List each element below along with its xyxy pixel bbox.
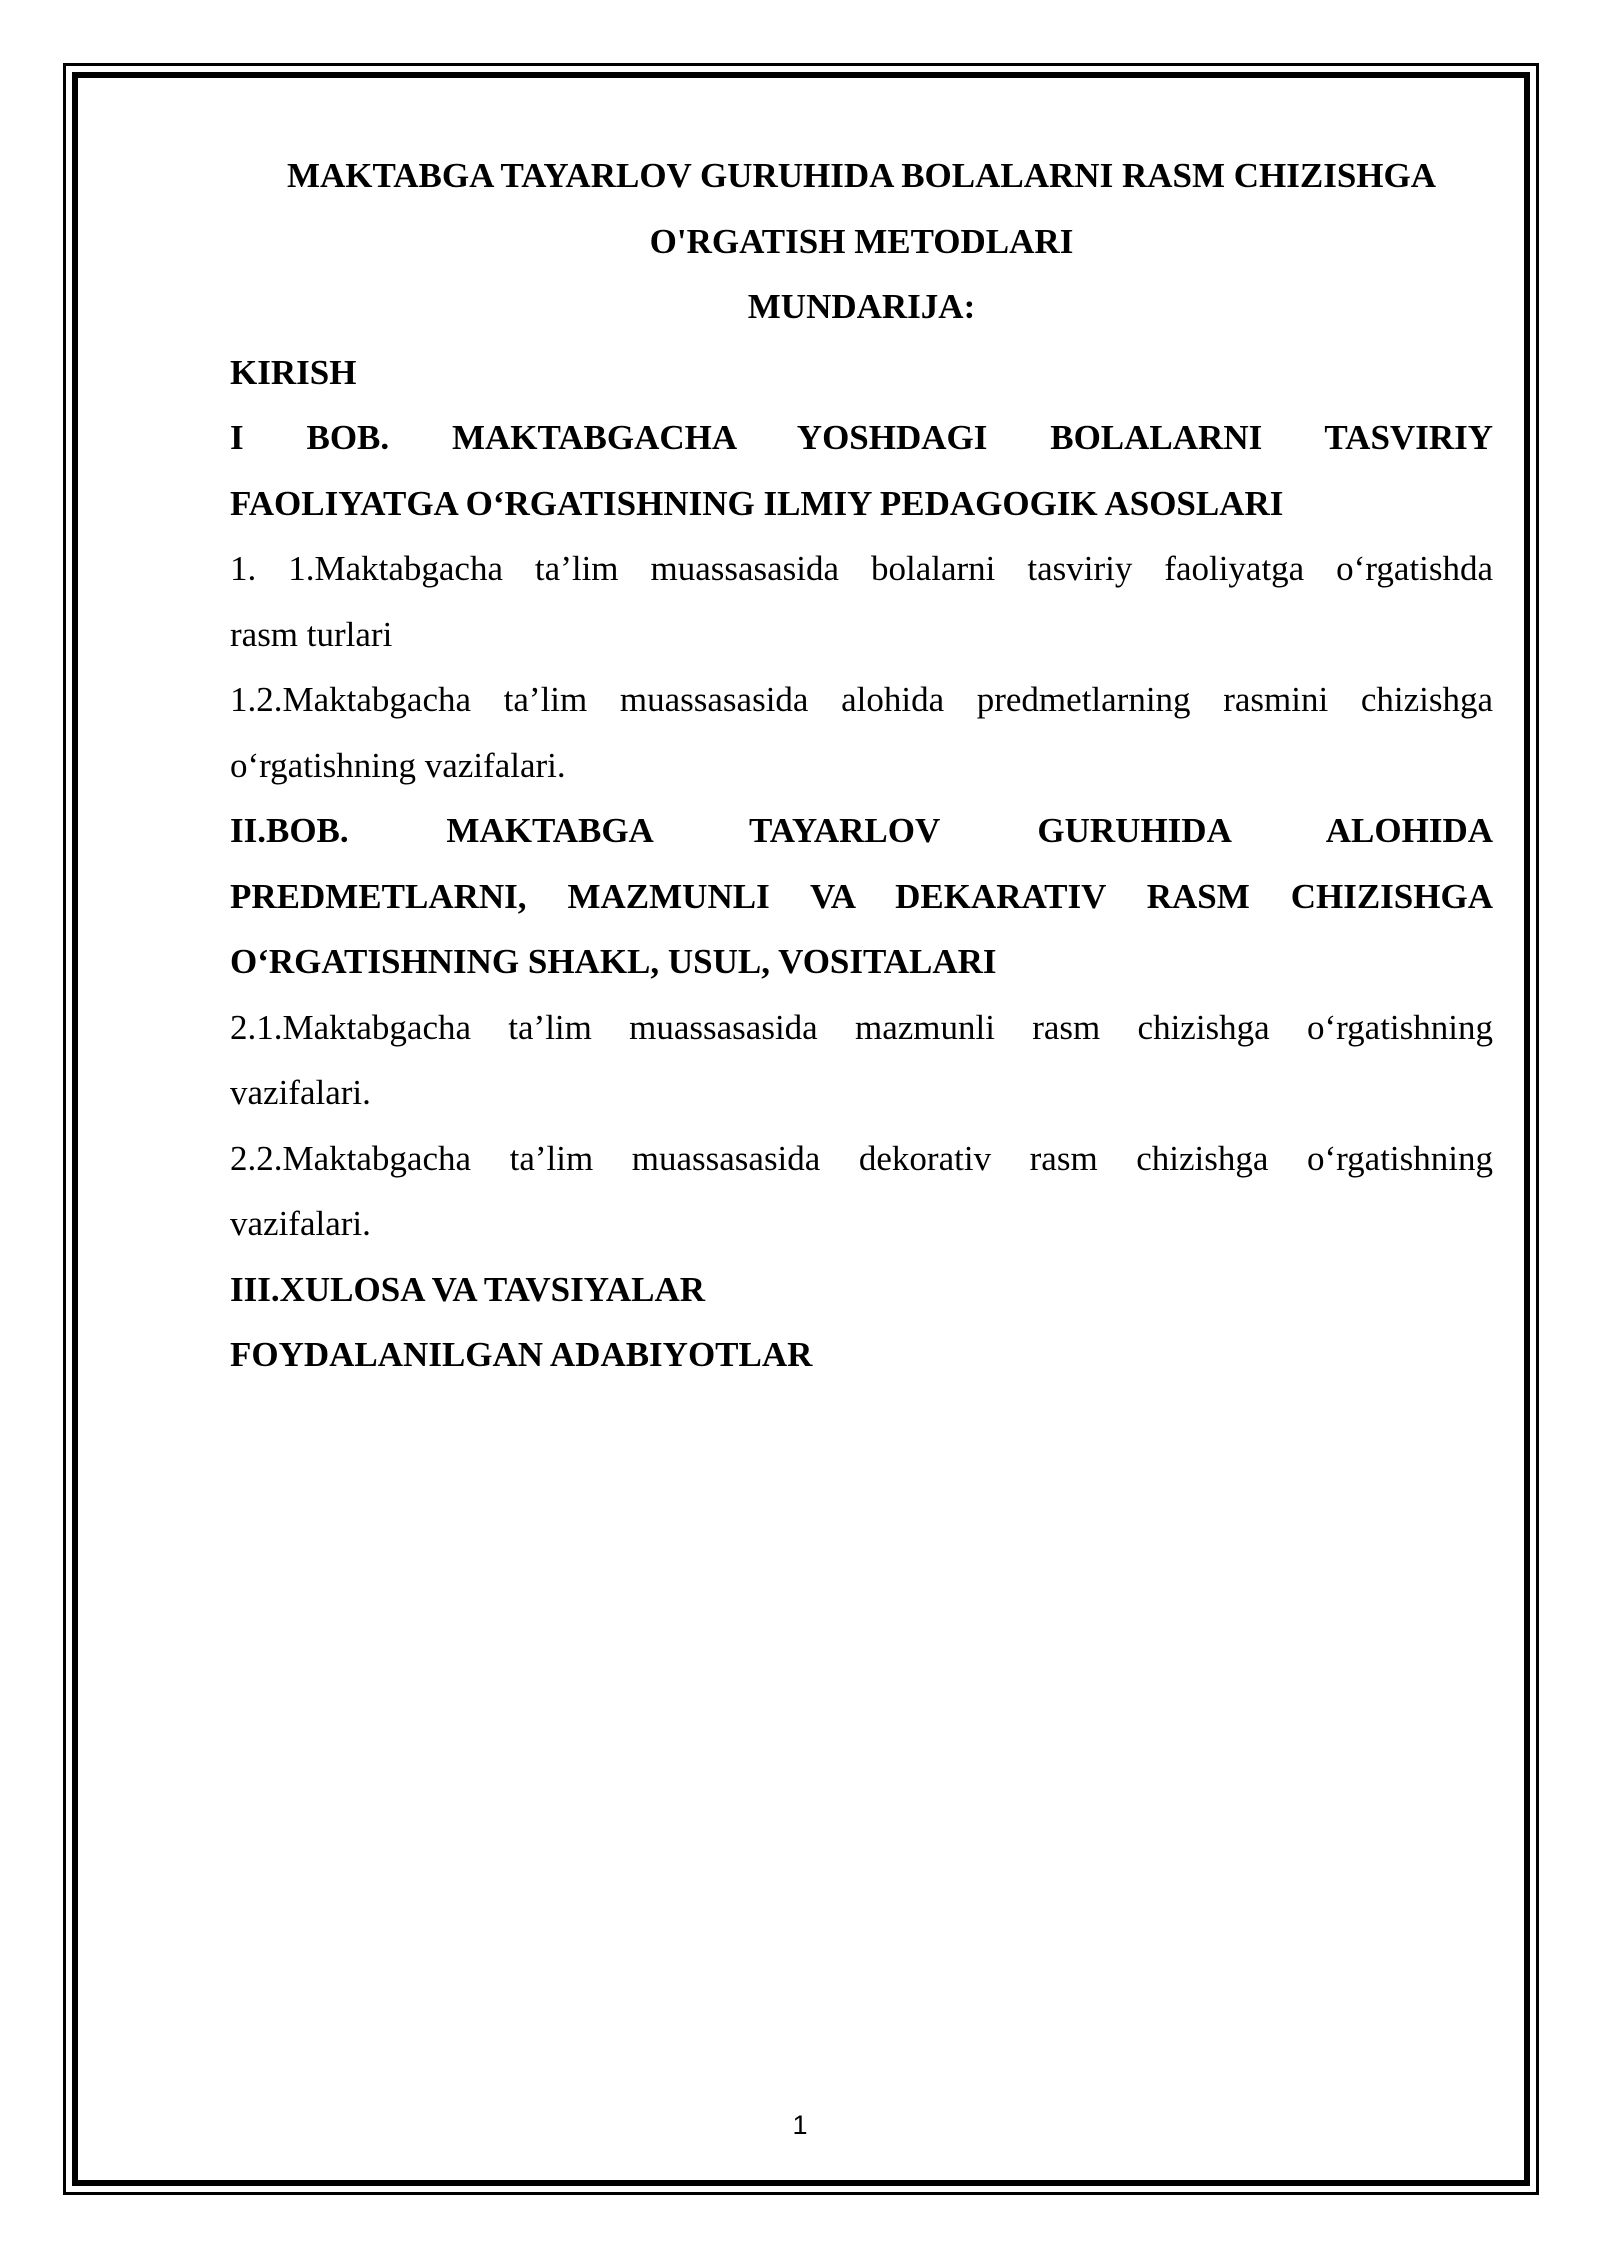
toc-entry-section-1-1-line-1: 1. 1.Maktabgacha ta’lim muassasasida bolalarni tasviriy faoliyatga o‘rgatishda bbox=[230, 549, 1493, 588]
document-title-line-1: MAKTABGA TAYARLOV GURUHIDA BOLALARNI RASM CHIZISHGA bbox=[286, 156, 1437, 195]
document-title-line-2: O'RGATISH METODLARI bbox=[649, 221, 1074, 261]
toc-entry-intro: KIRISH bbox=[230, 352, 357, 392]
toc-entry-references: FOYDALANILGAN ADABIYOTLAR bbox=[230, 1335, 813, 1374]
toc-entry-chapter-1-line-2: FAOLIYATGA O‘RGATISHNING ILMIY PEDAGOGIK ASOSLARI bbox=[230, 483, 1284, 523]
toc-entry-section-1-1-line-2: rasm turlari bbox=[230, 614, 393, 654]
toc-entry-chapter-2-line-2: PREDMETLARNI, MAZMUNLI VA DEKARATIV RASM CHIZISHGA bbox=[230, 876, 1493, 916]
toc-entry-chapter-2-line-3: O‘RGATISHNING SHAKL, USUL, VOSITALARI bbox=[230, 942, 997, 981]
toc-heading: MUNDARIJA: bbox=[747, 287, 976, 326]
toc-entry-section-2-2-line-1: 2.2.Maktabgacha ta’lim muassasasida dekorativ rasm chizishga o‘rgatishning bbox=[230, 1138, 1493, 1178]
toc-entry-section-1-2-line-2: o‘rgatishning vazifalari. bbox=[230, 745, 566, 785]
toc-entry-chapter-3: III.XULOSA VA TAVSIYALAR bbox=[230, 1269, 705, 1309]
toc-entry-section-1-2-line-1: 1.2.Maktabgacha ta’lim muassasasida alohida predmetlarning rasmini chizishga bbox=[230, 680, 1493, 719]
toc-entry-chapter-2-line-1: II.BOB. MAKTABGA TAYARLOV GURUHIDA ALOHIDA bbox=[230, 811, 1493, 850]
toc-entry-section-2-1-line-1: 2.1.Maktabgacha ta’lim muassasasida mazmunli rasm chizishga o‘rgatishning bbox=[230, 1007, 1493, 1047]
document-body bbox=[230, 143, 1493, 1388]
toc-entry-chapter-1-line-1: I BOB. MAKTABGACHA YOSHDAGI BOLALARNI TASVIRIY bbox=[230, 418, 1493, 457]
page-number: 1 bbox=[792, 2110, 808, 2140]
toc-entry-section-2-2-line-2: vazifalari. bbox=[230, 1204, 371, 1243]
toc-entry-section-2-1-line-2: vazifalari. bbox=[230, 1073, 371, 1112]
